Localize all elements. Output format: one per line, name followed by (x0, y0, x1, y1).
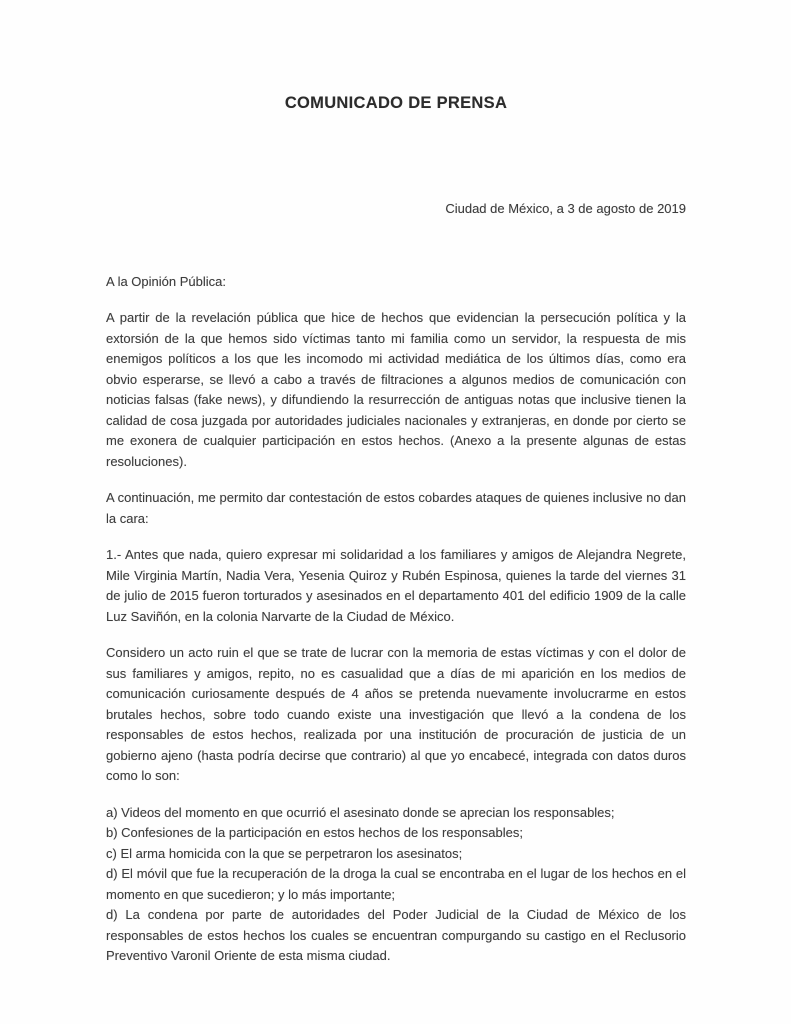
dateline: Ciudad de México, a 3 de agosto de 2019 (445, 201, 686, 216)
paragraph: 1.- Antes que nada, quiero expresar mi solidaridad a los familiares y amigos de Alejandra Negrete, Mile Virginia Martín, Nadia Vera, Yesenia Quiroz y Rubén Espinosa, quienes la tarde del viernes 31 de julio de 2015 fueron torturados y asesinados en el departamento 401 del edificio 1909 de la calle Luz Saviñón, en la colonia Narvarte de la Ciudad de México. (106, 547, 686, 624)
list-item: a) Videos del momento en que ocurrió el asesinato donde se aprecian los responsables; (106, 804, 615, 820)
document-title: COMUNICADO DE PRENSA (284, 94, 508, 112)
document-content (106, 0, 686, 967)
list-item: d) La condena por parte de autoridades del Poder Judicial de la Ciudad de México de los responsables de estos hechos los cuales se encuentran compurgando su castigo en el Reclusorio Preventivo Varonil Oriente de esta misma ciudad. (106, 907, 686, 963)
paragraph: A continuación, me permito dar contestación de estos cobardes ataques de quienes inclusive no dan la cara: (106, 490, 686, 526)
list-item: b) Confesiones de la participación en estos hechos de los responsables; (106, 825, 523, 840)
list-item: d) El móvil que fue la recuperación de la droga la cual se encontraba en el lugar de los hechos en el momento en que sucedieron; y lo más importante; (106, 866, 686, 902)
evidence-list (106, 803, 686, 967)
list-item: c) El arma homicida con la que se perpetraron los asesinatos; (106, 845, 463, 861)
paragraph: A partir de la revelación pública que hice de hechos que evidencian la persecución política y la extorsión de la que hemos sido víctimas tanto mi familia como un servidor, la respuesta de mis enemigos políticos a los que les incomodo mi actividad mediática de los últimos días, como era obvio esperarse, se llevó a cabo a través de filtraciones a algunos medios de comunicación con noticias falsas (fake news), y difundiendo la resurrección de antiguas notas que inclusive tienen la calidad de cosa juzgada por autoridades judiciales nacionales y extranjeras, en donde por cierto se me exonera de cualquier participación en estos hechos. (Anexo a la presente algunas de estas resoluciones). (106, 310, 686, 469)
paragraph: Considero un acto ruin el que se trate de lucrar con la memoria de estas víctimas y con el dolor de sus familiares y amigos, repito, no es casualidad que a días de mi aparición en los medios de comunicación curiosamente después de 4 años se pretenda nuevamente involucrarme en estos brutales hechos, sobre todo cuando existe una investigación que llevó a la condena de los responsables de estos hechos, realizada por una institución de procuración de justicia de un gobierno ajeno (hasta podría decirse que contrario) al que yo encabecé, integrada con datos duros como lo son: (106, 645, 686, 783)
salutation: A la Opinión Pública: (106, 273, 226, 289)
